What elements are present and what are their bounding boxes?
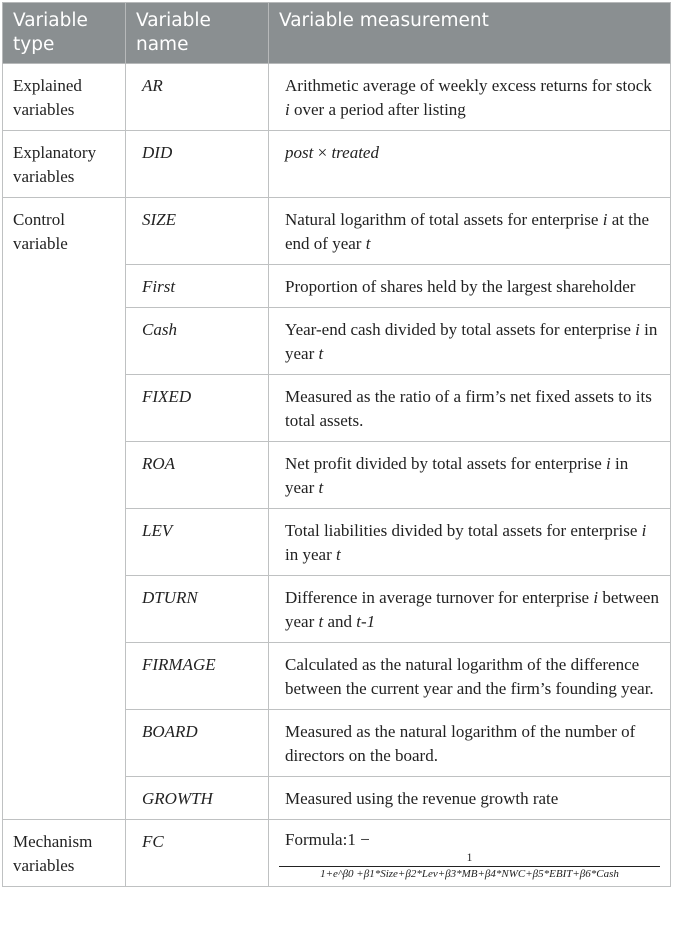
variable-type-cell: Mechanism variables xyxy=(3,820,126,887)
measurement-text: Measured as the ratio of a firm’s net fixed assets to its total assets. xyxy=(285,387,652,430)
italic-symbol: t xyxy=(318,344,324,363)
variable-measurement-cell xyxy=(269,777,671,820)
italic-symbol: i xyxy=(606,454,611,473)
measurement-text: Measured using the revenue growth rate xyxy=(285,789,559,808)
variable-name-cell: First xyxy=(126,265,269,308)
variable-type-cell: Explained variables xyxy=(3,64,126,131)
variable-definitions-table xyxy=(2,2,671,887)
variable-name-cell: AR xyxy=(126,64,269,131)
formula-fraction xyxy=(279,852,660,881)
variable-name-cell: Cash xyxy=(126,308,269,375)
formula-numerator: 1 xyxy=(279,852,660,867)
italic-symbol: t xyxy=(335,545,341,564)
measurement-text: in year xyxy=(285,545,336,564)
measurement-text: at the end of year xyxy=(285,210,649,253)
variable-measurement-cell xyxy=(269,198,671,265)
measurement-text: in year xyxy=(285,454,629,497)
variable-measurement-cell xyxy=(269,820,671,887)
table-body xyxy=(3,64,671,887)
variable-name-cell: BOARD xyxy=(126,710,269,777)
variable-measurement-cell xyxy=(269,265,671,308)
measurement-text: Total liabilities divided by total assets for enterprise xyxy=(285,521,642,540)
measurement-text: Measured as the natural logarithm of the number of directors on the board. xyxy=(285,722,636,765)
measurement-text: × xyxy=(313,143,332,162)
variable-measurement-cell xyxy=(269,308,671,375)
italic-symbol: t-1 xyxy=(356,612,376,631)
variable-measurement-cell xyxy=(269,710,671,777)
measurement-text: Net profit divided by total assets for enterprise xyxy=(285,454,607,473)
header-row xyxy=(3,3,671,64)
italic-symbol: post xyxy=(285,143,314,162)
italic-symbol: t xyxy=(318,612,324,631)
measurement-text: over a period after listing xyxy=(289,100,466,119)
variable-name-cell: SIZE xyxy=(126,198,269,265)
variable-name-cell: LEV xyxy=(126,509,269,576)
italic-symbol: t xyxy=(318,478,324,497)
italic-symbol: treated xyxy=(331,143,379,162)
italic-symbol: i xyxy=(635,320,640,339)
italic-symbol: i xyxy=(285,100,290,119)
italic-symbol: t xyxy=(365,234,371,253)
table-row xyxy=(3,64,671,131)
table-row xyxy=(3,820,671,887)
header-variable-type: Variable type xyxy=(3,3,126,64)
italic-symbol: i xyxy=(641,521,647,540)
variable-name-cell: ROA xyxy=(126,442,269,509)
measurement-text: Calculated as the natural logarithm of the difference between the current year and the firm’s founding year. xyxy=(285,655,654,698)
measurement-text: in year xyxy=(285,320,658,363)
italic-symbol: i xyxy=(593,588,599,607)
formula-prefix: Formula:1 − xyxy=(285,830,370,849)
variable-name-cell: GROWTH xyxy=(126,777,269,820)
variable-name-cell: DID xyxy=(126,131,269,198)
measurement-text: between year xyxy=(285,588,659,631)
measurement-text: and xyxy=(323,612,357,631)
measurement-text: Natural logarithm of total assets for enterprise xyxy=(285,210,603,229)
variable-name-cell: DTURN xyxy=(126,576,269,643)
formula-denominator: 1+e^β0 +β1*Size+β2*Lev+β3*MB+β4*NWC+β5*EBIT+β6*Cash xyxy=(320,868,619,880)
measurement-text: Arithmetic average of weekly excess returns for stock xyxy=(285,76,652,95)
variable-type-cell: Control variable xyxy=(3,198,126,820)
measurement-text: Difference in average turnover for enterprise xyxy=(285,588,594,607)
variable-measurement-cell xyxy=(269,576,671,643)
variable-name-cell: FC xyxy=(126,820,269,887)
measurement-text: Year-end cash divided by total assets for enterprise xyxy=(285,320,636,339)
variable-name-cell: FIXED xyxy=(126,375,269,442)
variable-measurement-cell xyxy=(269,375,671,442)
variable-measurement-cell xyxy=(269,64,671,131)
italic-symbol: i xyxy=(602,210,608,229)
variable-measurement-cell xyxy=(269,131,671,198)
table-row xyxy=(3,131,671,198)
header-variable-name: Variable name xyxy=(126,3,269,64)
variable-measurement-cell xyxy=(269,442,671,509)
table-row xyxy=(3,198,671,265)
variable-measurement-cell xyxy=(269,643,671,710)
measurement-text: Proportion of shares held by the largest shareholder xyxy=(285,277,636,296)
variable-name-cell: FIRMAGE xyxy=(126,643,269,710)
variable-measurement-cell xyxy=(269,509,671,576)
header-variable-measurement: Variable measurement xyxy=(269,3,671,64)
variable-type-cell: Explanatory variables xyxy=(3,131,126,198)
